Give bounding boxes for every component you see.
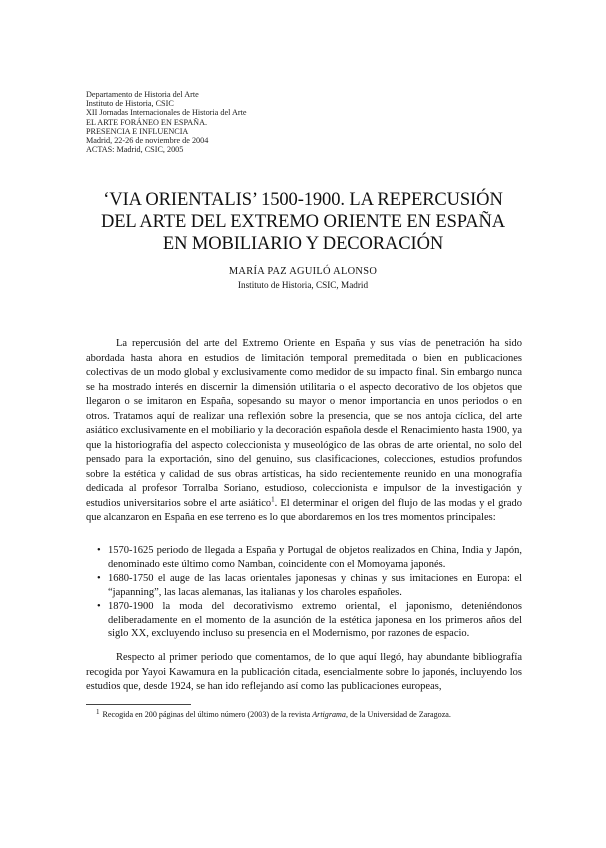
- author-affiliation: Instituto de Historia, CSIC, Madrid: [237, 280, 369, 290]
- bullet-icon: •: [97, 545, 101, 556]
- footnote: [96, 710, 451, 719]
- header-line: EL ARTE FORÁNEO EN ESPAÑA.: [86, 117, 208, 127]
- second-paragraph: Respecto al primer periodo que comentamos, de lo que aquí llegó, hay abundante bibliografía recogida por Yayoi Kawamura en la publicación citada, esencialmente sobre lo japonés, incluyendo los estudios que, desde 1924, se han ido reflejando así como las publicaciones europeas,: [86, 652, 522, 692]
- list-item: [86, 600, 522, 642]
- header-line: Madrid, 22-26 de noviembre de 2004: [86, 136, 209, 146]
- list-item: [86, 572, 522, 600]
- list-item-text: 1680-1750 el auge de las lacas orientales japonesas y chinas y sus imitaciones en Europa: el “japanning”, las lacas alemanas, las italianas y los charoles españoles.: [108, 572, 522, 598]
- footnote-text: Recogida en 200 páginas del último número (2003) de la revista: [102, 710, 313, 719]
- list-item: [86, 544, 522, 572]
- paper-title: [70, 189, 536, 255]
- header-line: Departamento de Historia del Arte: [86, 90, 199, 99]
- publication-header: [86, 90, 247, 154]
- list-item-text: 1570-1625 periodo de llegada a España y Portugal de objetos realizados en China, India y Japón, denominado este último como Namban, coincidente con el Momoyama japonés.: [108, 545, 522, 570]
- footnote-text: , de la Universidad de Zaragoza.: [345, 710, 451, 719]
- journal-name: Artigrama: [312, 710, 346, 719]
- list-item-text: 1870-1900 la moda del decorativismo extremo oriental, el japonismo, deteniéndonos deliberadamente en el momento de la asunción de la estética japonesa en los primeros años del siglo XX, excluyendo incluso su presencia en el Modernismo, por razones de espacio.: [108, 600, 522, 640]
- footnote-number: 1: [96, 708, 100, 716]
- header-line: ACTAS: Madrid, CSIC, 2005: [86, 145, 184, 155]
- header-line: PRESENCIA E INFLUENCIA: [86, 126, 189, 136]
- paragraph-text: . El determinar el origen del flujo de las modas y el grado que alcanzaron en España en ese terreno es lo que abordaremos en los tres momentos principales:: [86, 497, 523, 523]
- title-line: ‘VIA ORIENTALIS’ 1500-1900. LA REPERCUSIÓN: [103, 190, 503, 210]
- author-name: MARÍA PAZ AGUILÓ ALONSO: [228, 266, 378, 277]
- footnote-divider: [86, 704, 191, 705]
- footnote-reference[interactable]: 1: [271, 495, 275, 503]
- paragraph-text: La repercusión del arte del Extremo Oriente en España y sus vías de penetración ha sido abordada hasta ahora en estudios de limitación temporal premeditada o bien en publicaciones colectivas de un modo global y exclusivamente como medidor de su impacto final. Sin embargo nunca se ha mostrado interés en discernir la dimensión utilitaria o el aspecto decorativo de los objetos que llegaron o se imitaron en España, sopesando su mayor o menor importancia en unos periodos o en otros. Tratamos aquí de realizar una reflexión sobre la presencia, que se nos antoja cíclica, del arte asiático exclusivamente en el mobiliario y la decoración española desde el Renacimiento hasta 1900, ya que la historiografía del aspecto coleccionista y museológico de las obras de arte oriental, no solo del pensado para la exportación, sino del genuino, sus clasificaciones, colecciones, estudios profundos sobre la estética y calidad de sus obras artísticas, ha sido recientemente reunido en una monografía dedicada al profesor Torralba Soriano, estudioso, coleccionista e impulsor de la investigación y estudios universitarios sobre el arte asiático: [86, 338, 522, 509]
- title-line: EN MOBILIARIO Y DECORACIÓN: [162, 234, 444, 254]
- header-line: Instituto de Historia, CSIC: [86, 99, 174, 109]
- intro-paragraph: [86, 337, 522, 526]
- title-line: DEL ARTE DEL EXTREMO ORIENTE EN ESPAÑA: [100, 212, 506, 232]
- bullet-icon: •: [97, 572, 101, 584]
- header-line: XII Jornadas Internacionales de Historia del Arte: [86, 108, 247, 118]
- bullet-icon: •: [97, 600, 101, 612]
- periods-list: [86, 544, 522, 641]
